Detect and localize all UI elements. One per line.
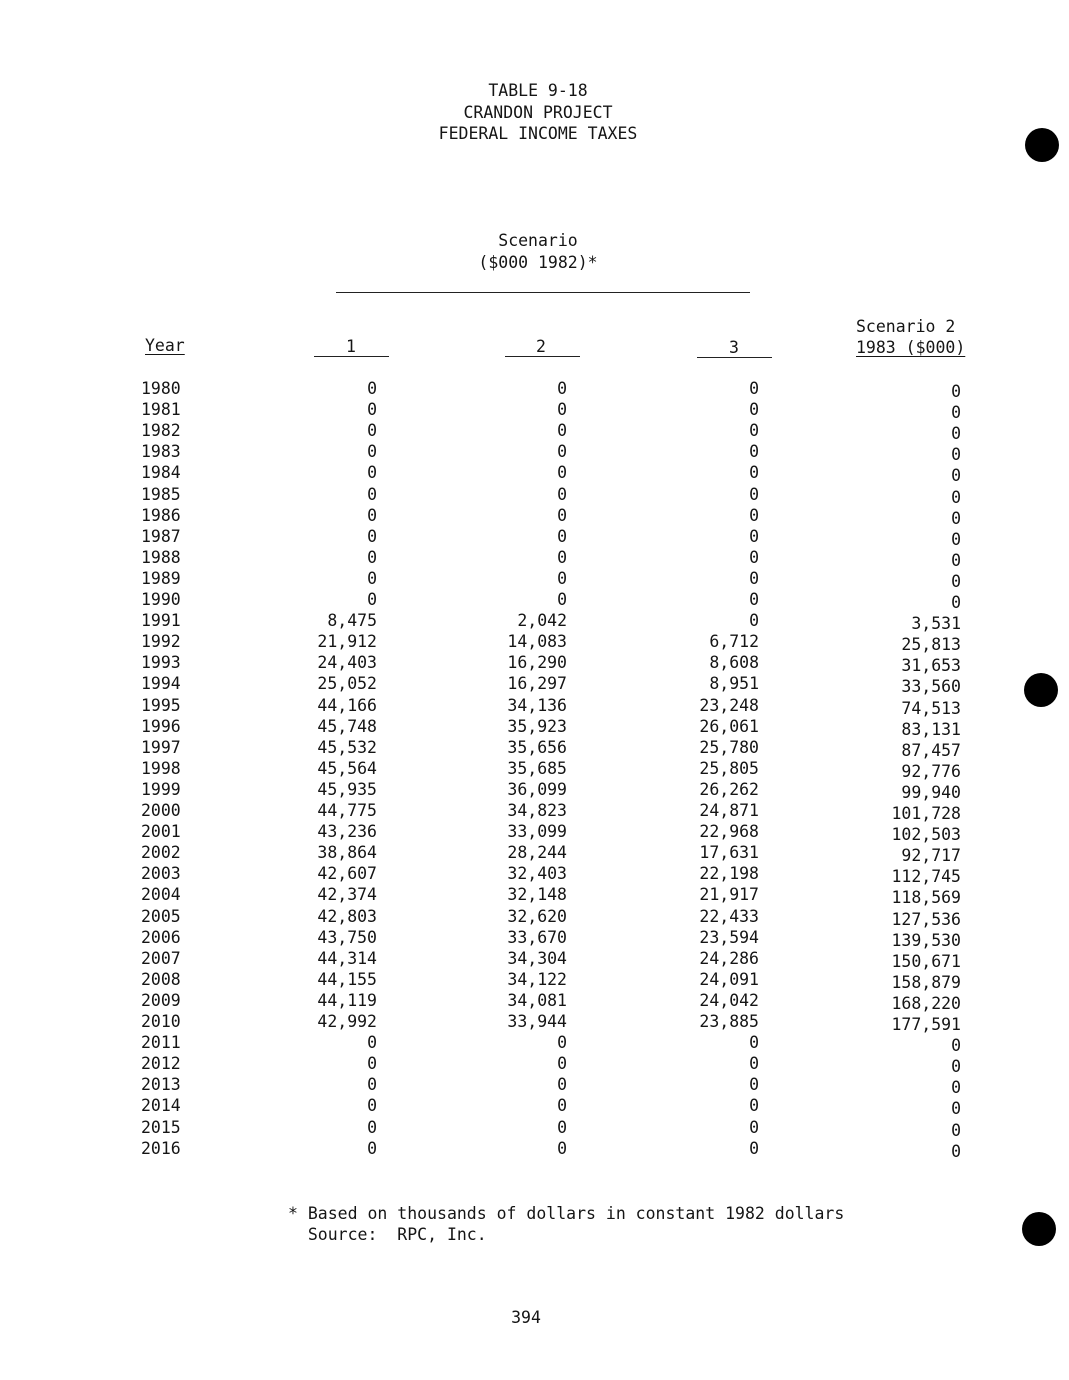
cell-year: 1990 xyxy=(141,590,181,609)
column-header-scenario-2-rule xyxy=(505,356,580,357)
cell-year: 1982 xyxy=(141,421,181,441)
table-row xyxy=(0,738,1069,759)
cell-year: 2016 xyxy=(141,1138,181,1158)
cell-scenario-3: 0 xyxy=(749,442,759,462)
cell-scenario-3: 0 xyxy=(749,526,759,546)
cell-year: 1980 xyxy=(141,379,181,398)
table-row xyxy=(0,1139,1069,1160)
cell-scenario-2: 36,099 xyxy=(507,779,567,799)
cell-scenario-3: 25,780 xyxy=(699,737,759,757)
cell-scenario-2-1983: 0 xyxy=(951,487,961,507)
cell-scenario-2: 28,244 xyxy=(507,843,567,863)
cell-scenario-2: 32,403 xyxy=(507,864,567,884)
cell-year: 1988 xyxy=(141,547,181,567)
cell-scenario-3: 6,712 xyxy=(709,632,759,652)
cell-year: 2013 xyxy=(141,1075,181,1095)
cell-scenario-3: 0 xyxy=(749,1096,759,1116)
table-title-project: CRANDON PROJECT xyxy=(463,103,613,122)
cell-scenario-1: 42,803 xyxy=(317,906,377,926)
cell-scenario-2-1983: 177,591 xyxy=(891,1015,961,1034)
cell-scenario-1: 8,475 xyxy=(327,611,377,631)
table-row xyxy=(0,970,1069,991)
cell-scenario-1: 45,532 xyxy=(317,737,377,757)
table-row xyxy=(0,569,1069,590)
cell-scenario-1: 0 xyxy=(367,526,377,546)
table-row xyxy=(0,653,1069,674)
cell-scenario-1: 42,992 xyxy=(317,1012,377,1031)
cell-year: 1986 xyxy=(141,505,181,525)
cell-year: 2005 xyxy=(141,906,181,926)
cell-scenario-1: 0 xyxy=(367,1054,377,1074)
cell-scenario-2: 0 xyxy=(557,442,567,462)
cell-scenario-1: 24,403 xyxy=(317,653,377,673)
column-header-scenario-2: 2 xyxy=(536,337,546,356)
cell-scenario-2: 32,620 xyxy=(507,906,567,926)
cell-scenario-2-1983: 0 xyxy=(951,529,961,549)
cell-year: 2012 xyxy=(141,1054,181,1074)
cell-scenario-3: 0 xyxy=(749,1033,759,1053)
cell-year: 1995 xyxy=(141,695,181,715)
cell-scenario-1: 0 xyxy=(367,400,377,420)
cell-scenario-1: 44,119 xyxy=(317,990,377,1010)
cell-scenario-2-1983: 99,940 xyxy=(901,782,961,802)
cell-scenario-2-1983: 0 xyxy=(951,1057,961,1077)
cell-year: 1999 xyxy=(141,779,181,799)
punch-hole-top xyxy=(1025,128,1059,162)
cell-scenario-2: 35,923 xyxy=(507,716,567,736)
column-header-scenario-1-rule xyxy=(314,356,389,357)
cell-scenario-2: 35,656 xyxy=(507,737,567,757)
table-row xyxy=(0,485,1069,506)
table-row xyxy=(0,717,1069,738)
table-title-number: TABLE 9-18 xyxy=(488,81,588,100)
cell-scenario-1: 45,935 xyxy=(317,779,377,799)
cell-scenario-1: 42,374 xyxy=(317,885,377,905)
table-row xyxy=(0,885,1069,906)
cell-scenario-2: 0 xyxy=(557,463,567,483)
cell-scenario-2-1983: 31,653 xyxy=(901,656,961,676)
cell-scenario-2-1983: 0 xyxy=(951,466,961,486)
cell-scenario-2-1983: 92,717 xyxy=(901,846,961,866)
table-row xyxy=(0,949,1069,970)
cell-scenario-3: 8,608 xyxy=(709,653,759,673)
cell-scenario-2-1983: 101,728 xyxy=(891,804,961,823)
cell-scenario-1: 43,236 xyxy=(317,822,377,842)
cell-scenario-3: 0 xyxy=(749,590,759,609)
cell-scenario-2-1983: 168,220 xyxy=(891,993,961,1013)
cell-scenario-1: 0 xyxy=(367,547,377,567)
cell-scenario-1: 44,166 xyxy=(317,695,377,715)
punch-hole-bottom xyxy=(1022,1212,1056,1246)
cell-year: 1991 xyxy=(141,611,181,631)
cell-scenario-2-1983: 0 xyxy=(951,445,961,465)
cell-scenario-3: 24,042 xyxy=(699,990,759,1010)
cell-scenario-2-1983: 0 xyxy=(951,550,961,570)
cell-scenario-2-1983: 158,879 xyxy=(891,972,961,992)
table-row xyxy=(0,632,1069,653)
cell-scenario-2: 33,670 xyxy=(507,927,567,947)
cell-year: 2015 xyxy=(141,1117,181,1137)
cell-year: 1983 xyxy=(141,442,181,462)
cell-scenario-2-1983: 92,776 xyxy=(901,761,961,781)
cell-scenario-2: 32,148 xyxy=(507,885,567,905)
table-row xyxy=(0,991,1069,1012)
cell-scenario-2: 0 xyxy=(557,590,567,609)
cell-year: 2011 xyxy=(141,1033,181,1053)
table-row xyxy=(0,674,1069,695)
cell-year: 1994 xyxy=(141,674,181,694)
cell-scenario-3: 22,433 xyxy=(699,906,759,926)
table-row xyxy=(0,527,1069,548)
page-number: 394 xyxy=(511,1308,541,1327)
cell-scenario-2-1983: 0 xyxy=(951,1036,961,1056)
table-row xyxy=(0,1054,1069,1075)
table-row xyxy=(0,1012,1069,1033)
cell-scenario-3: 0 xyxy=(749,379,759,398)
cell-scenario-1: 38,864 xyxy=(317,843,377,863)
table-row xyxy=(0,379,1069,400)
cell-scenario-3: 23,594 xyxy=(699,927,759,947)
cell-scenario-2: 0 xyxy=(557,421,567,441)
cell-scenario-2: 0 xyxy=(557,568,567,588)
table-row xyxy=(0,1118,1069,1139)
cell-scenario-1: 0 xyxy=(367,1138,377,1158)
cell-scenario-3: 8,951 xyxy=(709,674,759,694)
column-header-year: Year xyxy=(145,336,185,355)
cell-scenario-2-1983: 0 xyxy=(951,508,961,528)
cell-scenario-1: 21,912 xyxy=(317,632,377,652)
cell-year: 2003 xyxy=(141,864,181,884)
cell-scenario-1: 25,052 xyxy=(317,674,377,694)
cell-scenario-2: 0 xyxy=(557,484,567,504)
table-row xyxy=(0,463,1069,484)
cell-scenario-2: 16,297 xyxy=(507,674,567,694)
cell-scenario-1: 0 xyxy=(367,1075,377,1095)
cell-year: 1989 xyxy=(141,568,181,588)
cell-scenario-3: 0 xyxy=(749,400,759,420)
table-row xyxy=(0,759,1069,780)
cell-scenario-3: 17,631 xyxy=(699,843,759,863)
cell-scenario-2-1983: 0 xyxy=(951,382,961,401)
cell-scenario-2: 34,823 xyxy=(507,801,567,820)
table-row xyxy=(0,1033,1069,1054)
cell-year: 2000 xyxy=(141,801,181,820)
cell-scenario-3: 23,248 xyxy=(699,695,759,715)
footnote-source: Source: RPC, Inc. xyxy=(288,1225,487,1244)
table-row xyxy=(0,780,1069,801)
cell-scenario-2: 2,042 xyxy=(517,611,567,631)
cell-scenario-3: 26,262 xyxy=(699,779,759,799)
cell-year: 2008 xyxy=(141,969,181,989)
cell-scenario-1: 0 xyxy=(367,590,377,609)
cell-scenario-1: 43,750 xyxy=(317,927,377,947)
cell-scenario-2: 34,304 xyxy=(507,948,567,968)
cell-year: 2001 xyxy=(141,822,181,842)
cell-year: 2010 xyxy=(141,1012,181,1031)
cell-scenario-3: 0 xyxy=(749,1054,759,1074)
cell-scenario-2: 0 xyxy=(557,1033,567,1053)
cell-scenario-1: 45,564 xyxy=(317,758,377,778)
cell-scenario-2: 0 xyxy=(557,1075,567,1095)
cell-scenario-2: 33,944 xyxy=(507,1012,567,1031)
footnote xyxy=(288,1203,844,1245)
cell-scenario-3: 24,286 xyxy=(699,948,759,968)
table-row xyxy=(0,1075,1069,1096)
table-row xyxy=(0,421,1069,442)
cell-year: 1996 xyxy=(141,716,181,736)
cell-year: 2004 xyxy=(141,885,181,905)
cell-scenario-2: 0 xyxy=(557,547,567,567)
cell-scenario-2: 16,290 xyxy=(507,653,567,673)
table-row xyxy=(0,864,1069,885)
cell-scenario-1: 0 xyxy=(367,484,377,504)
cell-scenario-2-1983: 118,569 xyxy=(891,888,961,908)
cell-year: 2009 xyxy=(141,990,181,1010)
cell-scenario-2: 35,685 xyxy=(507,758,567,778)
cell-scenario-2-1983: 112,745 xyxy=(891,867,961,887)
cell-scenario-2: 0 xyxy=(557,1096,567,1116)
table-row xyxy=(0,590,1069,611)
cell-scenario-1: 0 xyxy=(367,1117,377,1137)
cell-scenario-3: 0 xyxy=(749,463,759,483)
cell-scenario-3: 0 xyxy=(749,505,759,525)
cell-year: 1998 xyxy=(141,758,181,778)
cell-scenario-2-1983: 0 xyxy=(951,1078,961,1098)
cell-scenario-2: 34,136 xyxy=(507,695,567,715)
cell-scenario-1: 44,155 xyxy=(317,969,377,989)
cell-scenario-3: 0 xyxy=(749,1075,759,1095)
cell-year: 2007 xyxy=(141,948,181,968)
cell-scenario-2: 33,099 xyxy=(507,822,567,842)
cell-scenario-1: 44,775 xyxy=(317,801,377,820)
cell-scenario-2-1983: 0 xyxy=(951,424,961,444)
cell-scenario-3: 0 xyxy=(749,1138,759,1158)
cell-scenario-2-1983: 127,536 xyxy=(891,909,961,929)
cell-scenario-2-1983: 33,560 xyxy=(901,677,961,697)
cell-scenario-2: 14,083 xyxy=(507,632,567,652)
cell-year: 1981 xyxy=(141,400,181,420)
cell-scenario-3: 0 xyxy=(749,611,759,631)
cell-scenario-2: 34,081 xyxy=(507,990,567,1010)
cell-scenario-1: 0 xyxy=(367,1033,377,1053)
table-row xyxy=(0,801,1069,822)
cell-scenario-2-1983: 150,671 xyxy=(891,951,961,971)
column-header-scenario-1: 1 xyxy=(346,337,356,356)
cell-scenario-3: 24,091 xyxy=(699,969,759,989)
cell-scenario-3: 21,917 xyxy=(699,885,759,905)
cell-scenario-2: 0 xyxy=(557,505,567,525)
cell-scenario-1: 44,314 xyxy=(317,948,377,968)
table-title-subject: FEDERAL INCOME TAXES xyxy=(438,124,638,143)
cell-scenario-2: 0 xyxy=(557,379,567,398)
table-row xyxy=(0,548,1069,569)
cell-scenario-2-1983: 0 xyxy=(951,1120,961,1140)
cell-scenario-2-1983: 3,531 xyxy=(911,614,961,634)
cell-scenario-2-1983: 139,530 xyxy=(891,930,961,950)
cell-scenario-2: 0 xyxy=(557,1054,567,1074)
cell-scenario-3: 0 xyxy=(749,1117,759,1137)
cell-scenario-2-1983: 83,131 xyxy=(901,719,961,739)
cell-scenario-2-1983: 25,813 xyxy=(901,635,961,655)
table-row xyxy=(0,1096,1069,1117)
table-row xyxy=(0,442,1069,463)
cell-scenario-1: 0 xyxy=(367,379,377,398)
cell-year: 1984 xyxy=(141,463,181,483)
cell-year: 1987 xyxy=(141,526,181,546)
column-header-scenario-3: 3 xyxy=(729,338,739,357)
cell-scenario-3: 22,968 xyxy=(699,822,759,842)
table-row xyxy=(0,506,1069,527)
cell-scenario-3: 26,061 xyxy=(699,716,759,736)
cell-scenario-1: 0 xyxy=(367,442,377,462)
cell-scenario-1: 0 xyxy=(367,568,377,588)
cell-scenario-3: 0 xyxy=(749,568,759,588)
cell-scenario-3: 0 xyxy=(749,547,759,567)
scenario-group-rule xyxy=(336,292,750,293)
cell-year: 1985 xyxy=(141,484,181,504)
cell-year: 2002 xyxy=(141,843,181,863)
cell-scenario-2: 34,122 xyxy=(507,969,567,989)
table-row xyxy=(0,907,1069,928)
cell-scenario-2-1983: 0 xyxy=(951,1141,961,1161)
cell-scenario-2-1983: 87,457 xyxy=(901,740,961,760)
table-row xyxy=(0,400,1069,421)
cell-scenario-3: 0 xyxy=(749,421,759,441)
cell-year: 2006 xyxy=(141,927,181,947)
cell-scenario-2: 0 xyxy=(557,526,567,546)
cell-scenario-3: 0 xyxy=(749,484,759,504)
cell-scenario-2-1983: 74,513 xyxy=(901,698,961,718)
cell-scenario-2-1983: 102,503 xyxy=(891,825,961,845)
cell-scenario-1: 42,607 xyxy=(317,864,377,884)
table-row xyxy=(0,696,1069,717)
cell-scenario-1: 0 xyxy=(367,1096,377,1116)
cell-scenario-2: 0 xyxy=(557,1117,567,1137)
column-header-scenario-2-1983-line2: 1983 ($000) xyxy=(856,338,966,357)
cell-scenario-1: 0 xyxy=(367,505,377,525)
cell-year: 1993 xyxy=(141,653,181,673)
cell-year: 1997 xyxy=(141,737,181,757)
table-row xyxy=(0,611,1069,632)
cell-scenario-1: 45,748 xyxy=(317,716,377,736)
cell-scenario-1: 0 xyxy=(367,421,377,441)
cell-scenario-1: 0 xyxy=(367,463,377,483)
cell-scenario-2-1983: 0 xyxy=(951,403,961,423)
cell-scenario-3: 23,885 xyxy=(699,1012,759,1031)
cell-year: 1992 xyxy=(141,632,181,652)
column-header-scenario-2-1983-line1: Scenario 2 xyxy=(856,317,956,336)
cell-scenario-3: 24,871 xyxy=(699,801,759,820)
column-header-scenario-3-rule xyxy=(697,357,772,358)
table-row xyxy=(0,928,1069,949)
cell-scenario-2-1983: 0 xyxy=(951,571,961,591)
cell-scenario-2: 0 xyxy=(557,1138,567,1158)
footnote-basis: * Based on thousands of dollars in constant 1982 dollars xyxy=(288,1204,845,1223)
table-row xyxy=(0,822,1069,843)
scenario-group-units: ($000 1982)* xyxy=(478,253,598,272)
cell-scenario-2-1983: 0 xyxy=(951,1099,961,1119)
cell-scenario-3: 22,198 xyxy=(699,864,759,884)
cell-scenario-3: 25,805 xyxy=(699,758,759,778)
scenario-group-header: Scenario xyxy=(498,231,578,250)
cell-year: 2014 xyxy=(141,1096,181,1116)
cell-scenario-2-1983: 0 xyxy=(951,593,961,612)
cell-scenario-2: 0 xyxy=(557,400,567,420)
table-row xyxy=(0,843,1069,864)
